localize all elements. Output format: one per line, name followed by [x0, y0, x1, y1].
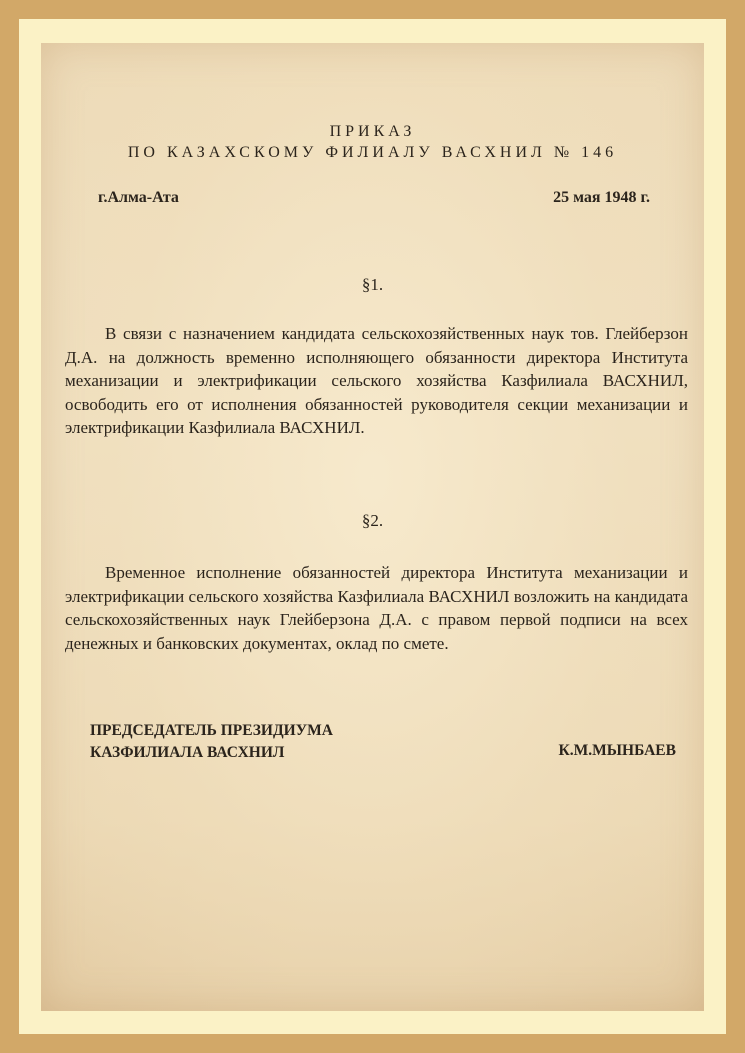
- signatory-name: К.М.МЫНБАЕВ: [558, 742, 676, 759]
- document-page: [41, 43, 704, 1011]
- document-title: ПРИКАЗ: [329, 123, 416, 140]
- section-1-text: В связи с назначением кандидата сельскохозяйственных наук тов. Глейберзон Д.А. на должность временно исполняющего обязанности директора Института механизации и электрификации сельского хозяйства Казфилиала ВАСХНИЛ, освободить его от исполнения обязанностей руководителя секции механизации и электрификации Казфилиала ВАСХНИЛ.: [65, 324, 688, 437]
- document-place: г.Алма-Ата: [98, 189, 179, 206]
- document-subtitle: ПО КАЗАХСКОМУ ФИЛИАЛУ ВАСХНИЛ № 146: [127, 144, 618, 161]
- section-2-text: Временное исполнение обязанностей директора Института механизации и электрификации сельского хозяйства Казфилиала ВАСХНИЛ возложить на кандидата сельскохозяйственных наук Глейберзона Д.А. с правом первой подписи на всех денежных и банковских документах, оклад по смете.: [65, 563, 688, 653]
- section-1-label: §1.: [361, 275, 384, 294]
- document-date: 25 мая 1948 г.: [553, 189, 650, 206]
- section-2-label: §2.: [361, 511, 384, 530]
- signatory-title-line-1: ПРЕДСЕДАТЕЛЬ ПРЕЗИДИУМА: [90, 722, 333, 739]
- signatory-title: [90, 720, 333, 764]
- signatory-title-line-2: КАЗФИЛИАЛА ВАСХНИЛ: [90, 744, 285, 761]
